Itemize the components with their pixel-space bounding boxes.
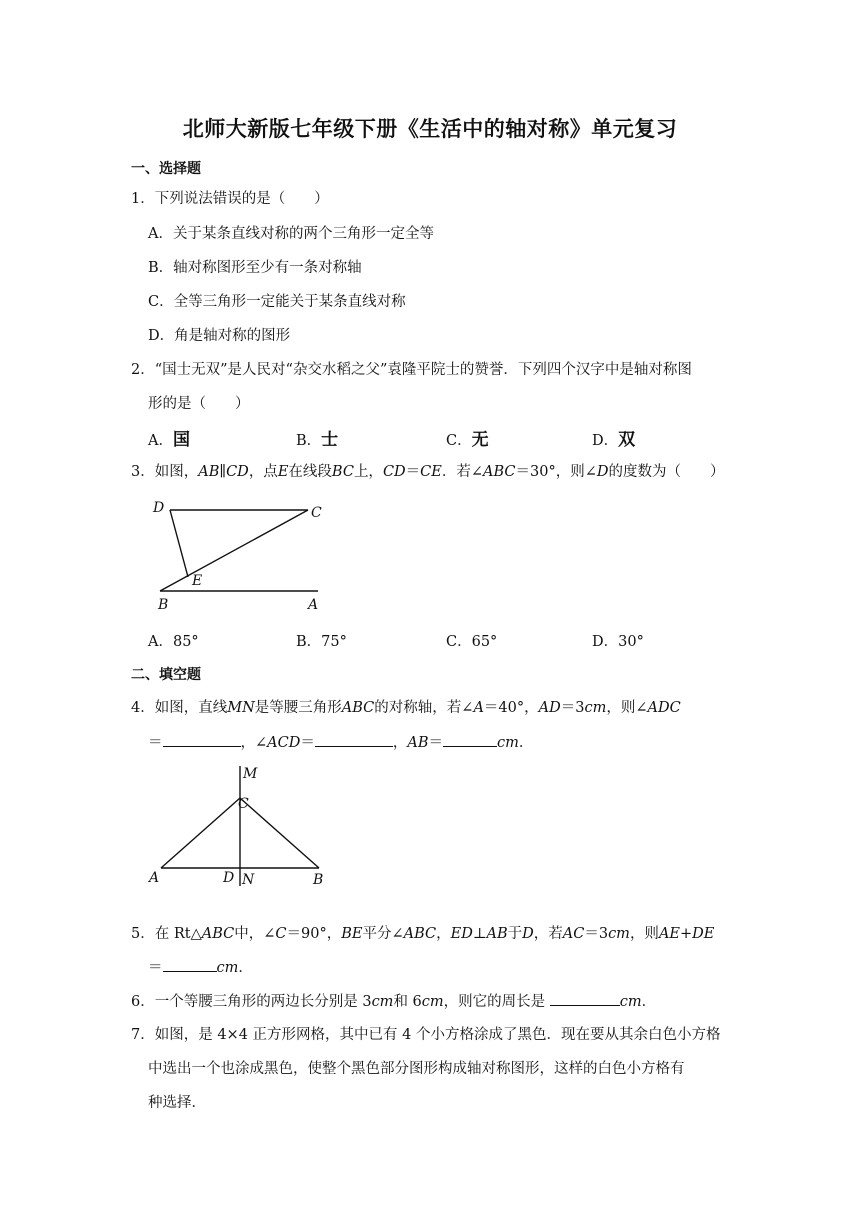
q3-option-b: B．75° (296, 634, 347, 650)
q3-option-d: D．30° (592, 634, 644, 650)
label-n: N (242, 872, 255, 888)
q2-options (148, 425, 748, 449)
q4-stem-line1: 4．如图，直线MN是等腰三角形ABC的对称轴，若∠A＝40°，AD＝3cm，则∠ADC (131, 700, 681, 716)
q2-option-c: C．无 (446, 430, 489, 450)
label-a: A (149, 870, 160, 886)
q2-stem-line2: 形的是（ ） (148, 396, 250, 412)
label-d: D (223, 870, 235, 886)
q7-stem-line1: 7．如图，是 4×4 正方形网格，其中已有 4 个小方格涂成了黑色．现在要从其余白色小方格 (131, 1027, 721, 1043)
q6-stem: 6．一个等腰三角形的两边长分别是 3cm和 6cm，则它的周长是 cm． (131, 991, 656, 1012)
label-e: E (192, 573, 203, 589)
segment-cb (240, 798, 319, 868)
q1-option-d: D．角是轴对称的图形 (148, 328, 291, 344)
section-fill: 二、填空题 (131, 667, 201, 683)
label-c: C (238, 796, 249, 812)
label-d: D (153, 500, 165, 516)
q5-blank[interactable] (163, 957, 217, 972)
q2-option-b: B．士 (296, 430, 339, 450)
q4-blank-adc[interactable] (163, 732, 241, 747)
page-title: 北师大新版七年级下册《生活中的轴对称》单元复习 (182, 117, 678, 141)
q2-stem-line1: 2．“国士无双”是人民对“杂交水稻之父”袁隆平院士的赞誉．下列四个汉字中是轴对称图 (131, 362, 692, 378)
segment-cb (160, 510, 308, 591)
q4-blank-ab[interactable] (443, 732, 497, 747)
q7-stem-line3: 种选择． (148, 1095, 206, 1111)
q3-option-c: C．65° (446, 634, 498, 650)
q3-figure (148, 495, 338, 615)
q7-stem-line2: 中选出一个也涂成黑色，使整个黑色部分图形构成轴对称图形，这样的白色小方格有 (148, 1061, 685, 1077)
q2-option-d: D．双 (592, 430, 636, 450)
q3-option-a: A．85° (148, 634, 199, 650)
q6-blank[interactable] (550, 991, 620, 1006)
segment-de (170, 510, 188, 577)
q4-blank-acd[interactable] (315, 732, 393, 747)
q1-option-b: B．轴对称图形至少有一条对称轴 (148, 260, 362, 276)
q1-stem: 1．下列说法错误的是（ ） (131, 191, 329, 207)
label-b: B (158, 597, 169, 613)
label-m: M (243, 766, 258, 782)
label-c: C (311, 505, 322, 521)
q1-option-a: A．关于某条直线对称的两个三角形一定全等 (148, 226, 434, 242)
q5-stem-line2: ＝ cm． (148, 957, 253, 978)
q4-stem-line2: ＝ ，∠ACD＝ ，AB＝ cm． (148, 732, 533, 753)
label-a: A (308, 597, 319, 613)
segment-ac (161, 798, 240, 868)
label-b: B (313, 872, 324, 888)
q4-figure (145, 762, 345, 890)
q3-stem: 3．如图，AB∥CD，点E在线段BC上，CD＝CE．若∠ABC＝30°，则∠D的度数为（ ） (131, 464, 725, 480)
q5-stem-line1: 5．在 Rt△ABC中，∠C＝90°，BE平分∠ABC，ED⊥AB于D，若AC＝3cm，则AE+DE (131, 926, 715, 942)
q1-option-c: C．全等三角形一定能关于某条直线对称 (148, 294, 406, 310)
q2-option-a: A．国 (148, 430, 190, 450)
section-choice: 一、选择题 (131, 161, 201, 177)
q3-options (148, 630, 748, 652)
